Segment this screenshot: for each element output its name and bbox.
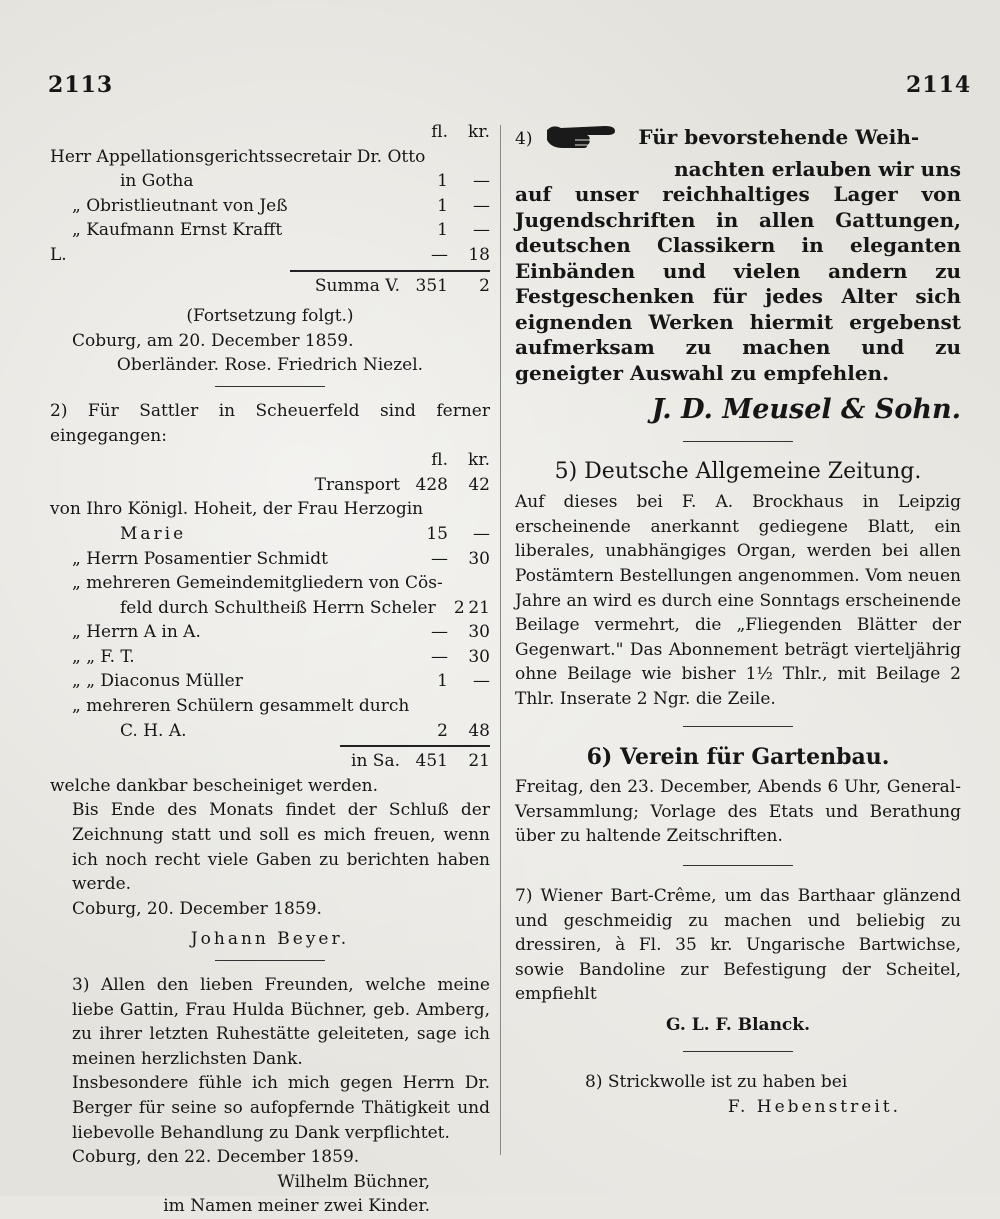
- ad-5-title: 5) Deutsche Allgemeine Zeitung.: [554, 458, 922, 484]
- currency-header: [50, 120, 490, 145]
- amount-kr: 30: [468, 646, 490, 667]
- ad-8-signature: F. Hebenstreit.: [727, 1097, 901, 1118]
- donor-name: in Gotha: [120, 171, 194, 192]
- ad-4: [515, 120, 961, 386]
- column-divider: [500, 125, 501, 1155]
- ad-6-title: 6) Verein für Gartenbau.: [586, 743, 890, 770]
- right-column: [515, 120, 961, 1120]
- amount-fl: 15: [426, 523, 448, 544]
- sum-rule: [340, 745, 490, 747]
- donor-name: „ mehreren Schülern gesammelt durch: [72, 696, 410, 717]
- total-fl: 451: [415, 751, 448, 772]
- ad-4-second-line: nachten erlauben wir uns: [674, 156, 961, 181]
- section-separator: [683, 1051, 793, 1052]
- donation-row: [50, 243, 490, 268]
- summa-row: [50, 274, 490, 299]
- donation-row: [50, 620, 490, 645]
- donation-row: [50, 596, 490, 621]
- amount-kr: —: [473, 671, 490, 692]
- signature-name: Wilhelm Büchner,: [277, 1171, 430, 1192]
- donation-row: [50, 645, 490, 670]
- donor-name: „ mehreren Gemeindemitgliedern von Cös-: [72, 573, 443, 594]
- amount-fl: —: [431, 646, 448, 667]
- donation-row: [50, 694, 490, 719]
- donation-row: [50, 719, 490, 744]
- sum-rule: [290, 270, 490, 272]
- page-number-right: 2114: [906, 72, 972, 98]
- total-kr: 21: [468, 751, 490, 772]
- kr-header: kr.: [468, 450, 490, 471]
- donor-name: „ „ F. T.: [72, 646, 135, 667]
- donation-row: [50, 145, 490, 170]
- donation-row: [50, 194, 490, 219]
- amount-fl: 428: [415, 474, 448, 495]
- donor-name: Marie: [120, 523, 187, 544]
- thanks-line: welche dankbar bescheiniget werden.: [50, 775, 379, 796]
- donor-name: feld durch Schultheiß Herrn Scheler: [120, 597, 436, 618]
- donor-name: C. H. A.: [120, 720, 187, 741]
- dateline: Coburg, 20. December 1859.: [72, 898, 322, 919]
- donor-name: „ „ Diaconus Müller: [72, 671, 243, 692]
- amount-fl: 1: [437, 220, 448, 241]
- section-separator: [683, 865, 793, 866]
- dateline: Coburg, den 22. December 1859.: [72, 1147, 360, 1168]
- left-column: [50, 120, 490, 1219]
- donor-name: „ Herrn A in A.: [72, 622, 201, 643]
- amount-fl: —: [431, 548, 448, 569]
- kr-header: kr.: [468, 122, 490, 142]
- ad-4-first-line: [515, 120, 961, 157]
- ad-4-body: auf unser reichhaltiges Lager von Jugendschriften in allen Gattungen, deutschen Classikern in eleganten Einbänden und vielen andern zu Festgeschenken für jedes Alter sich eignenden Werken hiermit ergebenst aufmerksam zu machen und zu geneigter Auswahl zu empfehlen.: [515, 182, 961, 385]
- donation-row: [50, 547, 490, 572]
- donor-name: „ Kaufmann Ernst Krafft: [72, 220, 283, 241]
- page-number-left: 2113: [48, 72, 114, 98]
- amount-kr: 30: [468, 548, 490, 569]
- donor-name: L.: [50, 244, 67, 265]
- amount-fl: 1: [437, 195, 448, 216]
- section-separator: [215, 960, 325, 961]
- dateline: Coburg, am 20. December 1859.: [72, 330, 354, 351]
- fl-header: fl.: [431, 122, 448, 142]
- donor-name: von Ihro Königl. Hoheit, der Frau Herzogin: [50, 499, 424, 520]
- summa-label: Summa V.: [314, 275, 400, 296]
- signature-note: im Namen meiner zwei Kinder.: [163, 1196, 430, 1217]
- donation-list-2: [50, 473, 490, 744]
- amount-kr: 18: [468, 244, 490, 265]
- pointing-hand-icon: [545, 120, 625, 157]
- ad-4-firm: J. D. Meusel & Sohn.: [651, 394, 961, 425]
- amount-kr: —: [473, 171, 490, 192]
- ad-8-text: 8) Strickwolle ist zu haben bei: [585, 1072, 848, 1093]
- amount-kr: —: [473, 195, 490, 216]
- donor-name: Transport: [314, 474, 400, 495]
- section-separator: [215, 386, 325, 387]
- donation-row: [50, 218, 490, 243]
- amount-fl: 1: [437, 171, 448, 192]
- fl-header: fl.: [431, 450, 448, 471]
- signatory: Johann Beyer.: [190, 929, 350, 950]
- donation-row: [50, 522, 490, 547]
- donor-name: „ Obristlieutnant von Jeß: [72, 195, 288, 216]
- section-separator: [683, 726, 793, 727]
- amount-fl: —: [431, 244, 448, 265]
- donation-row: [50, 669, 490, 694]
- donation-row: [50, 571, 490, 596]
- amount-kr: —: [473, 220, 490, 241]
- section-3-text-2: Insbesondere fühle ich mich gegen Herrn Dr. Berger für seine so aufopfernde Thätigkeit und liebevolle Behandlung zu Dank verpflichtet.: [72, 1073, 490, 1143]
- total-label: in Sa.: [351, 751, 400, 772]
- amount-fl: 2: [437, 720, 448, 741]
- donor-name: „ Herrn Posamentier Schmidt: [72, 548, 328, 569]
- summa-fl: 351: [415, 275, 448, 296]
- signatories: Oberländer. Rose. Friedrich Niezel.: [116, 355, 424, 376]
- section-3-text: 3) Allen den lieben Freunden, welche meine liebe Gattin, Frau Hulda Büchner, geb. Amberg, zu ihrer letzten Ruhestätte geleiteten, sage ich meinen herzlichsten Dank.: [72, 975, 490, 1069]
- total-row: [50, 749, 490, 774]
- ad-6-text: Freitag, den 23. December, Abends 6 Uhr, General-Versammlung; Vorlage des Etats und Berathung über zu haltende Zeitschriften.: [515, 777, 961, 847]
- section-separator: [683, 441, 793, 442]
- ad-4-first-text: Für bevorstehende Weih-: [638, 124, 920, 149]
- amount-kr: 30: [468, 622, 490, 643]
- ad-7-signature: G. L. F. Blanck.: [666, 1014, 810, 1035]
- amount-kr: 21: [468, 597, 490, 618]
- continuation-note: (Fortsetzung folgt.): [186, 306, 354, 327]
- amount-kr: 48: [468, 720, 490, 741]
- ad-7-text: 7) Wiener Bart-Crême, um das Barthaar glänzend und geschmeidig zu machen und beliebig zu dressiren, à Fl. 35 kr. Ungarische Bartwichse, sowie Bandoline zur Befestigung der Scheitel, empfiehlt: [515, 885, 961, 1005]
- donation-list-1: [50, 145, 490, 268]
- donor-name: Herr Appellationsgerichtssecretair Dr. Otto: [50, 146, 426, 167]
- currency-header: [50, 448, 490, 473]
- closing-paragraph: Bis Ende des Monats findet der Schluß der Zeichnung statt und soll es mich freuen, wenn ich noch recht viele Gaben zu berichten haben werde.: [72, 800, 490, 895]
- amount-fl: —: [431, 622, 448, 643]
- donation-row: [50, 169, 490, 194]
- amount-fl: 2: [453, 597, 465, 618]
- summa-kr: 2: [479, 275, 490, 296]
- ad-4-number: 4): [515, 128, 533, 149]
- amount-kr: 42: [468, 474, 490, 495]
- ad-5-text: Auf dieses bei F. A. Brockhaus in Leipzig erscheinende anerkannt gediegene Blatt, ein liberales, unabhängiges Organ, werden bei allen Postämtern Bestellungen angenommen. Vom neuen Jahre an wird es durch eine Sonntags erscheinende Beilage vermehrt, die „Fliegenden Blätter der Gegenwart." Das Abonnement beträgt vierteljährig ohne Beilage wie bisher 1½ Thlr., mit Beilage 2 Thlr. Inserate 2 Ngr. die Zeile.: [515, 492, 961, 709]
- donation-row: [50, 497, 490, 522]
- amount-fl: 1: [437, 671, 448, 692]
- amount-kr: —: [473, 523, 490, 544]
- donation-row: [50, 473, 490, 498]
- section-2-heading: 2) Für Sattler in Scheuerfeld sind ferner eingegangen:: [50, 400, 490, 446]
